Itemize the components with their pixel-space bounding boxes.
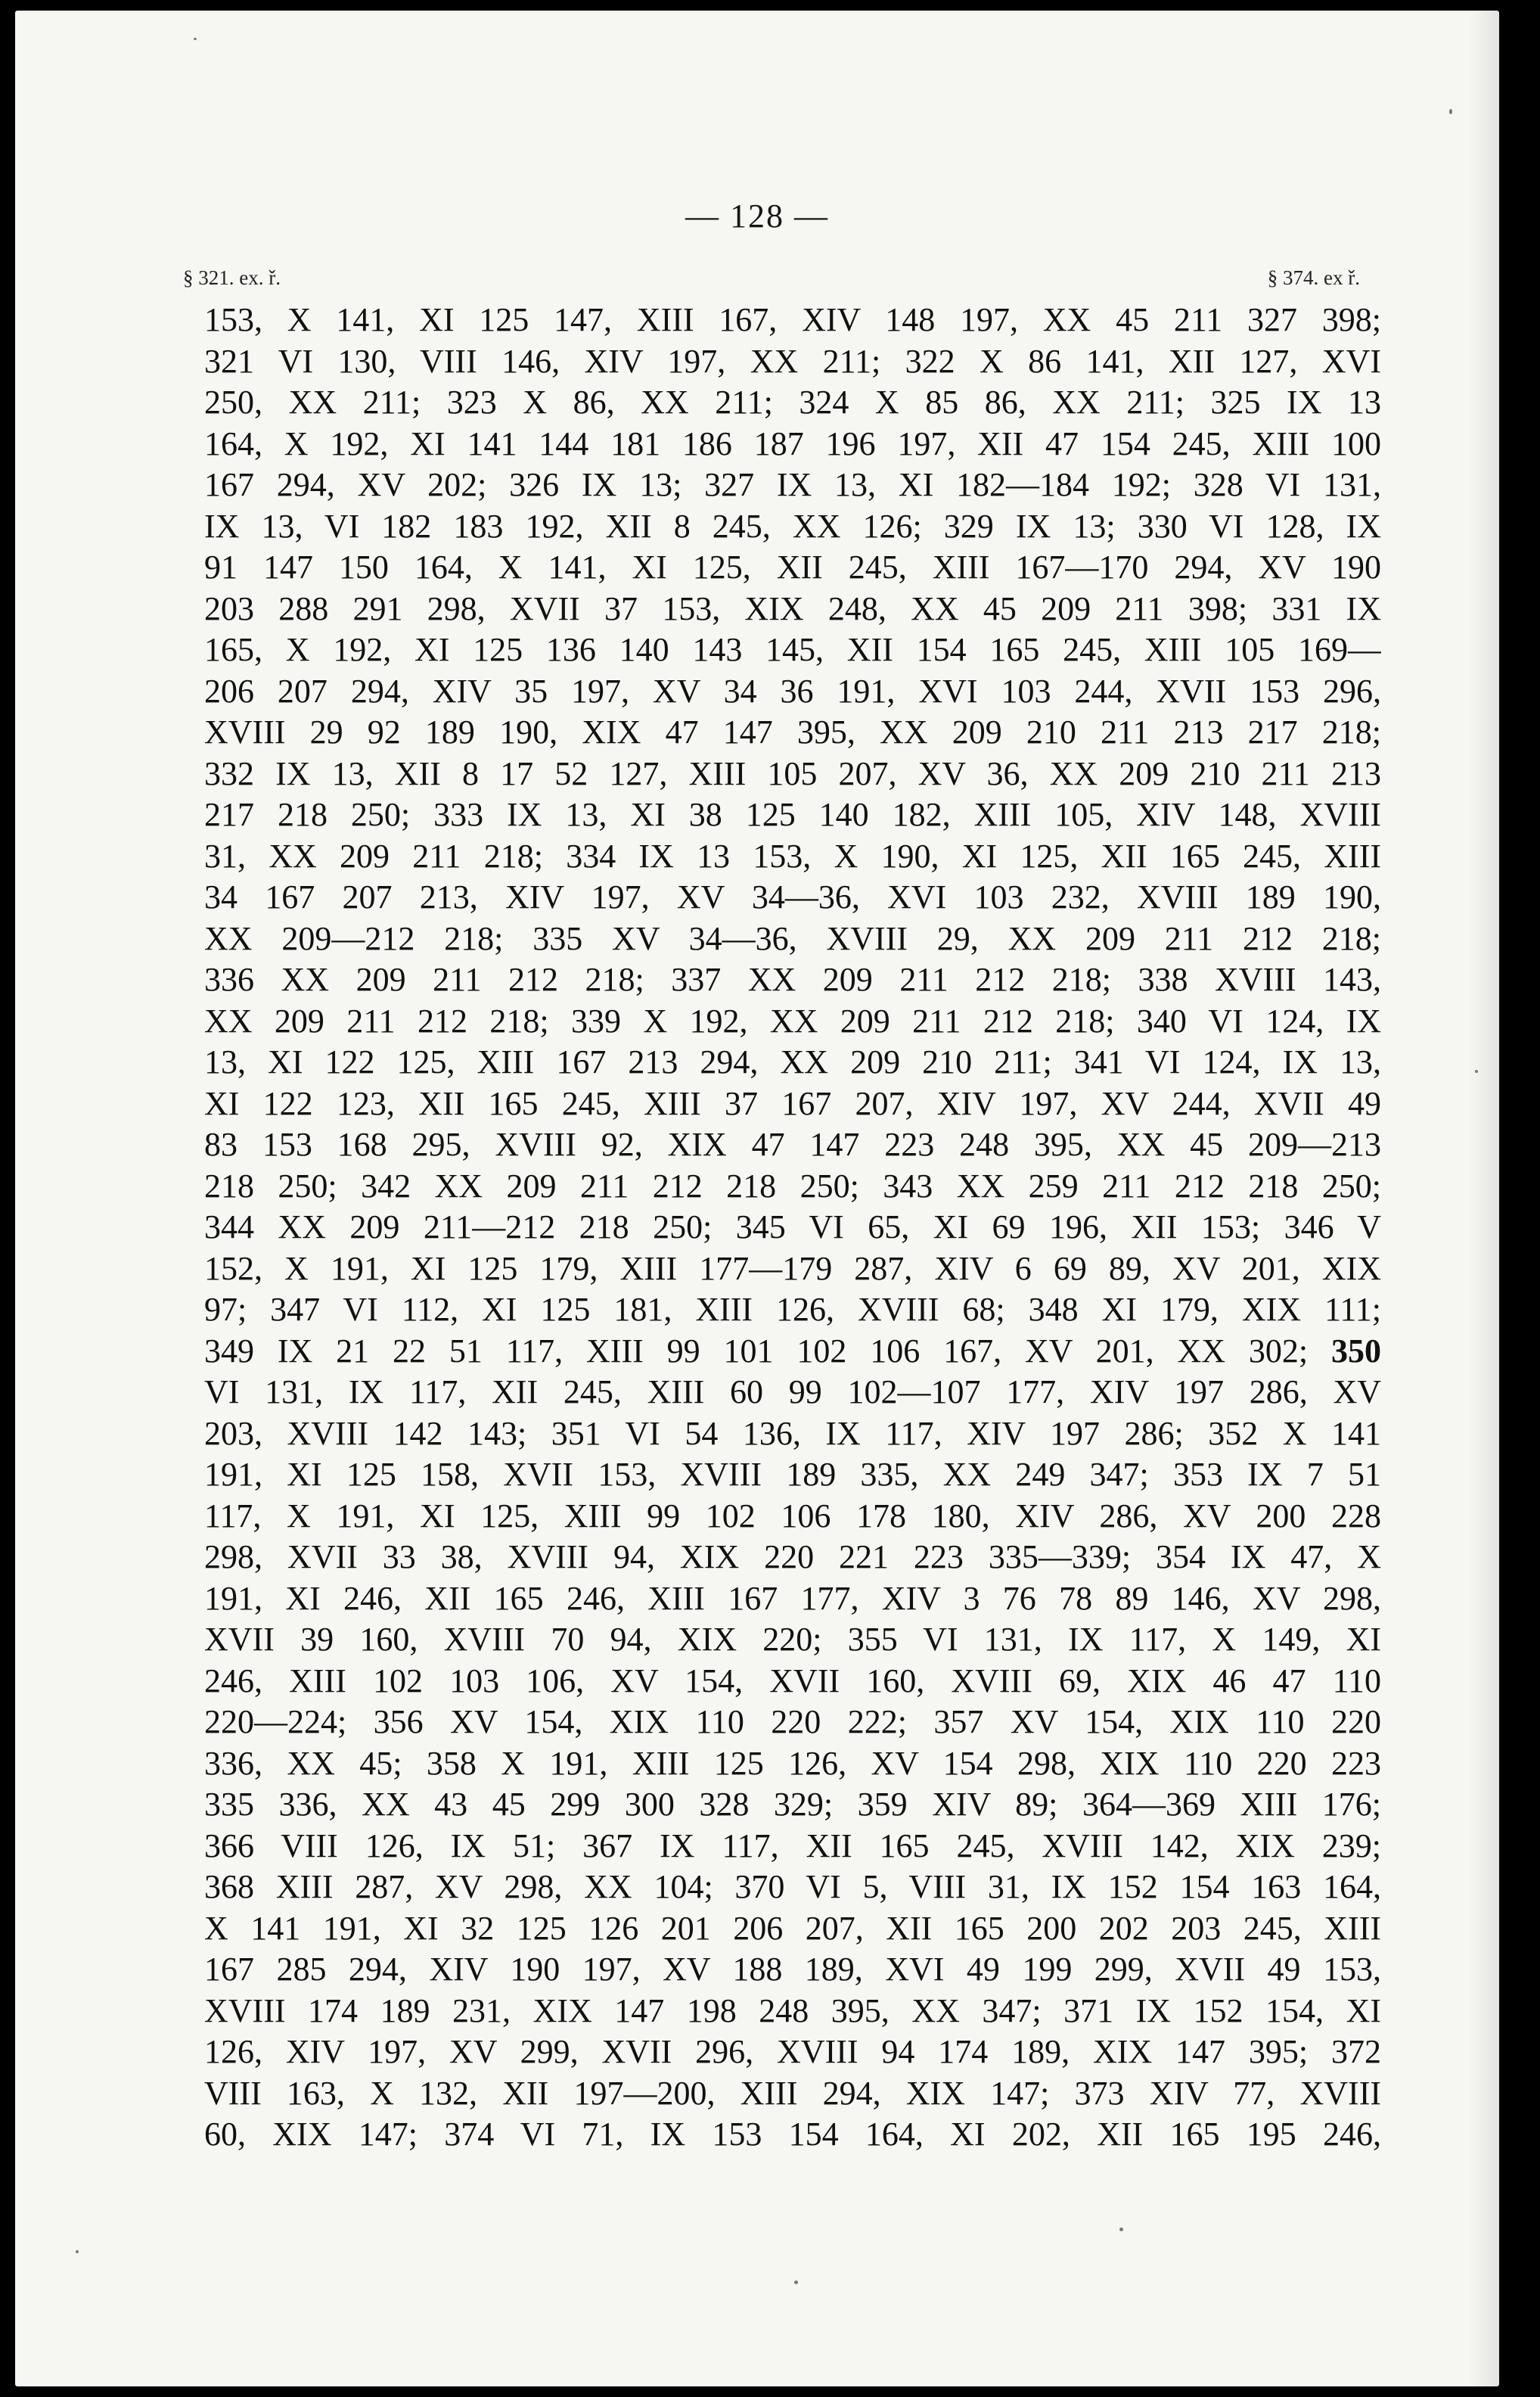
- index-line: [204, 1042, 1381, 1083]
- index-line: [204, 341, 1381, 383]
- index-line: [204, 382, 1381, 424]
- index-line: [204, 589, 1381, 630]
- index-line-text: 336 XX 209 211 212 218; 337 XX 209 211 212 218; 338 XVIII 143,: [204, 961, 1381, 998]
- index-line: [204, 465, 1381, 506]
- index-line-text: 31, XX 209 211 218; 334 IX 13 153, X 190, XI 125, XII 165 245, XIII: [204, 837, 1381, 875]
- index-line: [204, 754, 1381, 795]
- scan-speck: [76, 2250, 79, 2253]
- index-line-text: 206 207 294, XIV 35 197, XV 34 36 191, XVI 103 244, XVII 153 296,: [204, 672, 1381, 710]
- index-line: [204, 1001, 1381, 1043]
- index-line-text: 321 VI 130, VIII 146, XIV 197, XX 211; 322 X 86 141, XII 127, XVI: [204, 342, 1381, 380]
- index-line-text: X 141 191, XI 32 125 126 201 206 207, XII 165 200 202 203 245, XIII: [204, 1909, 1381, 1947]
- index-line-text: 60, XIX 147; 374 VI 71, IX 153 154 164, XI 202, XII 165 195 246,: [204, 2116, 1381, 2153]
- scan-speck: [1119, 2228, 1123, 2231]
- index-line-text: 191, XI 125 158, XVII 153, XVIII 189 335, XX 249 347; 353 IX 7 51: [204, 1456, 1381, 1493]
- index-line: [204, 1949, 1381, 1991]
- index-line: [204, 1661, 1381, 1702]
- index-line: [204, 630, 1381, 671]
- scan-speck: [1449, 109, 1452, 114]
- index-line-text: 117, X 191, XI 125, XIII 99 102 106 178 180, XIV 286, XV 200 228: [204, 1497, 1381, 1534]
- index-line-text: 97; 347 VI 112, XI 125 181, XIII 126, XVIII 68; 348 XI 179, XIX 111;: [204, 1291, 1381, 1328]
- index-line-text: 250, XX 211; 323 X 86, XX 211; 324 X 85 86, XX 211; 325 IX 13: [204, 384, 1381, 421]
- running-head-right: § 374. ex ř.: [1267, 266, 1360, 289]
- index-line-text: 336, XX 45; 358 X 191, XIII 125 126, XV 154 298, XIX 110 220 223: [204, 1744, 1381, 1782]
- index-line-text: IX 13, VI 182 183 192, XII 8 245, XX 126; 329 IX 13; 330 VI 128, IX: [204, 507, 1381, 545]
- index-line-text: 167 294, XV 202; 326 IX 13; 327 IX 13, XI 182—184 192; 328 VI 131,: [204, 466, 1381, 503]
- index-line-text: 344 XX 209 211—212 218 250; 345 VI 65, XI 69 196, XII 153; 346 V: [204, 1208, 1381, 1245]
- index-line: [204, 877, 1381, 919]
- index-line: [204, 1578, 1381, 1620]
- bold-entry-number: 350: [1331, 1332, 1381, 1369]
- index-line: [204, 1124, 1381, 1166]
- index-line-text: 34 167 207 213, XIV 197, XV 34—36, XVI 103 232, XVIII 189 190,: [204, 878, 1381, 916]
- index-line-text: XX 209 211 212 218; 339 X 192, XX 209 211 212 218; 340 VI 124, IX: [204, 1002, 1381, 1040]
- index-line: [204, 1083, 1381, 1125]
- index-line: [204, 1413, 1381, 1455]
- index-line-text: 220—224; 356 XV 154, XIX 110 220 222; 357 XV 154, XIX 110 220: [204, 1703, 1381, 1740]
- index-line: [204, 2073, 1381, 2115]
- index-line: [204, 506, 1381, 548]
- book-page: [15, 11, 1499, 2386]
- index-line: [204, 2114, 1381, 2156]
- index-line-text: 167 285 294, XIV 190 197, XV 188 189, XVI 49 199 299, XVII 49 153,: [204, 1951, 1381, 1988]
- index-line: [204, 1867, 1381, 1908]
- index-line: [204, 959, 1381, 1001]
- index-line-text: 332 IX 13, XII 8 17 52 127, XIII 105 207, XV 36, XX 209 210 211 213: [204, 754, 1381, 792]
- index-line-text: XVIII 174 189 231, XIX 147 198 248 395, XX 347; 371 IX 152 154, XI: [204, 1991, 1381, 2029]
- index-line: [204, 1702, 1381, 1743]
- index-line: [204, 2032, 1381, 2073]
- index-line: [204, 1537, 1381, 1578]
- index-line-text: 153, X 141, XI 125 147, XIII 167, XIV 148 197, XX 45 211 327 398;: [204, 301, 1381, 338]
- index-line-text: 126, XIV 197, XV 299, XVII 296, XVIII 94 174 189, XIX 147 395; 372: [204, 2033, 1381, 2070]
- index-line-text: VI 131, IX 117, XII 245, XIII 60 99 102—107 177, XIV 197 286, XV: [204, 1373, 1381, 1410]
- index-line: [204, 712, 1381, 754]
- index-line-text: 203, XVIII 142 143; 351 VI 54 136, IX 117, XIV 197 286; 352 X 141: [204, 1414, 1381, 1452]
- index-line-text: XVIII 29 92 189 190, XIX 47 147 395, XX 209 210 211 213 217 218;: [204, 714, 1381, 751]
- index-line-text: 91 147 150 164, X 141, XI 125, XII 245, XIII 167—170 294, XV 190: [204, 549, 1381, 586]
- index-line: [204, 1496, 1381, 1537]
- index-line: [204, 919, 1381, 960]
- index-line: [204, 1826, 1381, 1867]
- index-line-text: 164, X 192, XI 141 144 181 186 187 196 197, XII 47 154 245, XIII 100: [204, 424, 1381, 462]
- index-line: [204, 1207, 1381, 1248]
- index-line-text: XVII 39 160, XVIII 70 94, XIX 220; 355 VI 131, IX 117, X 149, XI: [204, 1621, 1381, 1658]
- index-line: [204, 1784, 1381, 1826]
- page-number: — 128 —: [685, 197, 829, 235]
- index-line-text: 191, XI 246, XII 165 246, XIII 167 177, XIV 3 76 78 89 146, XV 298,: [204, 1579, 1381, 1617]
- index-line: [204, 1331, 1381, 1373]
- index-line-text: 13, XI 122 125, XIII 167 213 294, XX 209 210 211; 341 VI 124, IX 13,: [204, 1043, 1381, 1080]
- index-line: [204, 1743, 1381, 1785]
- index-line-text: 298, XVII 33 38, XVIII 94, XIX 220 221 223 335—339; 354 IX 47, X: [204, 1538, 1381, 1575]
- index-line-text: 203 288 291 298, XVII 37 153, XIX 248, XX 45 209 211 398; 331 IX: [204, 589, 1381, 627]
- index-line-text: XX 209—212 218; 335 XV 34—36, XVIII 29, XX 209 211 212 218;: [204, 919, 1381, 957]
- index-line-text: 335 336, XX 43 45 299 300 328 329; 359 XIV 89; 364—369 XIII 176;: [204, 1786, 1381, 1823]
- index-line: [204, 547, 1381, 589]
- index-line: [204, 424, 1381, 465]
- index-line-text: 349 IX 21 22 51 117, XIII 99 101 102 106 167, XV 201, XX 302;: [204, 1332, 1309, 1369]
- index-line-text: 218 250; 342 XX 209 211 212 218 250; 343 XX 259 211 212 218 250;: [204, 1167, 1381, 1205]
- index-line: [204, 1289, 1381, 1331]
- scan-speck: [194, 38, 197, 40]
- index-line: [204, 300, 1381, 341]
- index-line: [204, 1908, 1381, 1950]
- index-line-text: 366 VIII 126, IX 51; 367 IX 117, XII 165 245, XVIII 142, XIX 239;: [204, 1827, 1381, 1864]
- index-line-text: VIII 163, X 132, XII 197—200, XIII 294, XIX 147; 373 XIV 77, XVIII: [204, 2074, 1381, 2112]
- index-line: [204, 1619, 1381, 1661]
- index-line-text: 368 XIII 287, XV 298, XX 104; 370 VI 5, VIII 31, IX 152 154 163 164,: [204, 1868, 1381, 1905]
- index-line: [204, 1166, 1381, 1208]
- scan-speck: [794, 2280, 798, 2284]
- index-line: [204, 1454, 1381, 1496]
- index-line-text: 217 218 250; 333 IX 13, XI 38 125 140 182, XIII 105, XIV 148, XVIII: [204, 796, 1381, 833]
- index-line-text: 152, X 191, XI 125 179, XIII 177—179 287, XIV 6 69 89, XV 201, XIX: [204, 1249, 1381, 1287]
- index-line: [204, 1372, 1381, 1413]
- index-line-text: 83 153 168 295, XVIII 92, XIX 47 147 223 248 395, XX 45 209—213: [204, 1126, 1381, 1163]
- index-text-body: [204, 300, 1381, 2156]
- page-shadow: [1469, 11, 1499, 2386]
- index-line: [204, 1248, 1381, 1290]
- index-line-text: 165, X 192, XI 125 136 140 143 145, XII 154 165 245, XIII 105 169—: [204, 631, 1381, 668]
- running-head-left: § 321. ex. ř.: [183, 266, 281, 289]
- scan-speck: [1475, 1070, 1478, 1073]
- index-line: [204, 836, 1381, 878]
- index-line: [204, 1991, 1381, 2032]
- index-line: [204, 794, 1381, 836]
- index-line: [204, 671, 1381, 713]
- index-line-text: XI 122 123, XII 165 245, XIII 37 167 207, XIV 197, XV 244, XVII 49: [204, 1084, 1381, 1122]
- index-line-text: 246, XIII 102 103 106, XV 154, XVII 160, XVIII 69, XIX 46 47 110: [204, 1662, 1381, 1699]
